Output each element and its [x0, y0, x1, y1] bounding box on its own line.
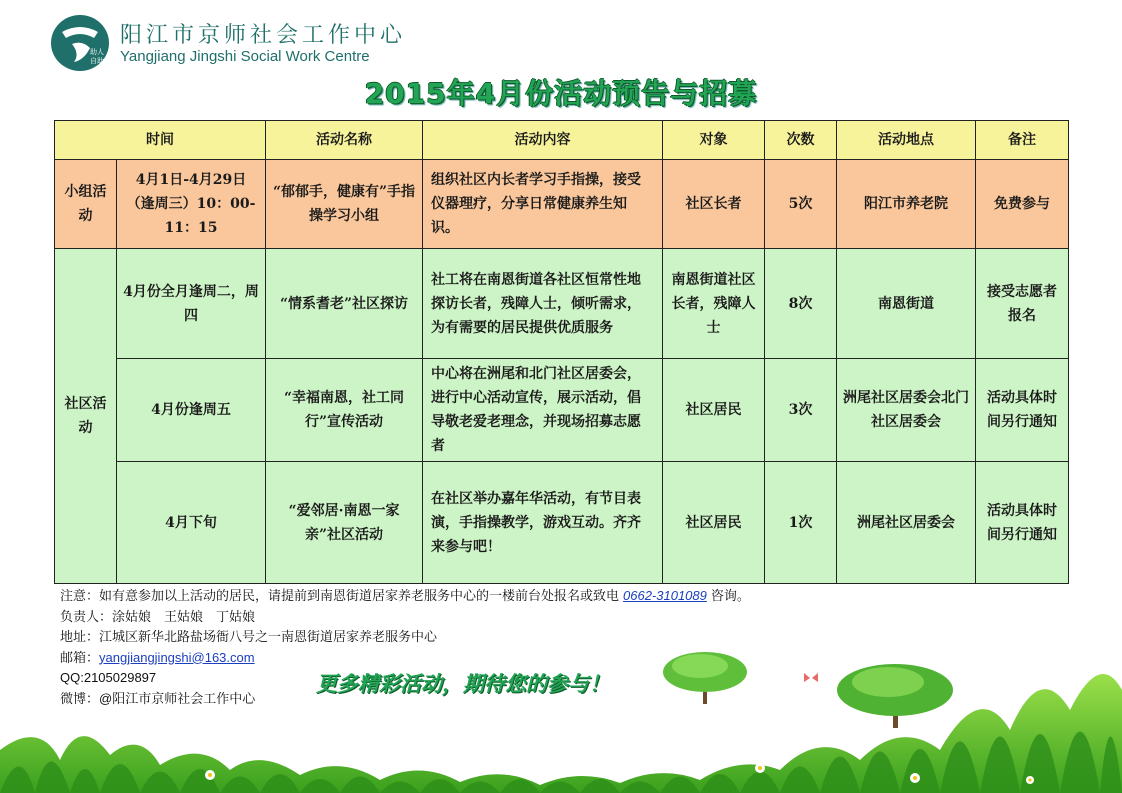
time-cell: 4月下旬: [117, 462, 266, 584]
activity-content-cell: 中心将在洲尾和北门社区居委会，进行中心活动宣传，展示活动，倡导敬老爱老理念，并现场招募志愿者: [423, 359, 663, 462]
count-cell: 3次: [765, 359, 837, 462]
logo-english-name: Yangjiang Jingshi Social Work Centre: [120, 48, 370, 65]
logo-emblem-icon: [50, 14, 110, 72]
header-count: 次数: [765, 121, 837, 160]
notice-suffix: 咨询。: [710, 588, 750, 603]
count-cell: 1次: [765, 462, 837, 584]
place-cell: 阳江市养老院: [837, 160, 976, 249]
table-row: [55, 359, 1069, 462]
table-row: [55, 249, 1069, 359]
notice-line: [60, 586, 750, 607]
activity-name-cell: “爱邻居·南恩一家亲”社区活动: [266, 462, 423, 584]
target-cell: 社区居民: [663, 359, 765, 462]
table-row: [55, 160, 1069, 249]
email-label: 邮箱：: [60, 649, 100, 665]
activity-table: [54, 120, 1069, 584]
person-in-charge: 负责人：涂姑娘 王姑娘 丁姑娘: [60, 608, 256, 624]
place-cell: 南恩街道: [837, 249, 976, 359]
count-cell: 8次: [765, 249, 837, 359]
target-cell: 南恩街道社区长者，残障人士: [663, 249, 765, 359]
target-cell: 社区居民: [663, 462, 765, 584]
activity-content-cell: 在社区举办嘉年华活动，有节目表演，手指操教学，游戏互动。齐齐来参与吧！: [423, 462, 663, 584]
note-cell: 免费参与: [976, 160, 1069, 249]
header-place: 活动地点: [837, 121, 976, 160]
center-logo: [50, 14, 407, 72]
category-cell: 小组活动: [55, 160, 117, 249]
activity-name-cell: “情系耆老”社区探访: [266, 249, 423, 359]
logo-chinese-name: 阳江市京师社会工作中心: [120, 23, 407, 48]
activity-content-cell: 组织社区内长者学习手指操，接受仪器理疗，分享日常健康养生知识。: [423, 160, 663, 249]
table-row: [55, 462, 1069, 584]
category-cell: 社区活动: [55, 249, 117, 584]
activity-content-cell: 社工将在南恩街道各社区恒常性地探访长者，残障人士，倾听需求，为有需要的居民提供优质服务: [423, 249, 663, 359]
time-cell: 4月份全月逢周二，周四: [117, 249, 266, 359]
count-cell: 5次: [765, 160, 837, 249]
header-time: 时间: [55, 121, 266, 160]
svg-text:自助: 自助: [90, 57, 104, 65]
header-target: 对象: [663, 121, 765, 160]
place-cell: 洲尾社区居委会: [837, 462, 976, 584]
notice-text: 注意：如有意参加以上活动的居民，请提前到南恩街道居家养老服务中心的一楼前台处报名或致电: [60, 588, 620, 603]
header-content: 活动内容: [423, 121, 663, 160]
place-cell: 洲尾社区居委会北门社区居委会: [837, 359, 976, 462]
time-cell: 4月份逢周五: [117, 359, 266, 462]
target-cell: 社区长者: [663, 160, 765, 249]
weibo-account: 微博：@阳江市京师社会工作中心: [60, 690, 256, 706]
phone-number: 0662-3101089: [623, 588, 707, 603]
note-cell: 活动具体时间另行通知: [976, 462, 1069, 584]
email-line: [60, 648, 750, 669]
header-note: 备注: [976, 121, 1069, 160]
time-cell: 4月1日-4月29日（逢周三）10：00-11：15: [117, 160, 266, 249]
slogan: 更多精彩活动，期待您的参与！: [316, 672, 610, 696]
svg-text:助人: 助人: [90, 48, 104, 56]
address: 地址：江城区新华北路盐场衙八号之一南恩街道居家养老服务中心: [60, 629, 438, 644]
activity-name-cell: “郁郁手，健康有”手指操学习小组: [266, 160, 423, 249]
note-cell: 活动具体时间另行通知: [976, 359, 1069, 462]
note-cell: 接受志愿者报名: [976, 249, 1069, 359]
tree-icon: [837, 664, 953, 728]
header-name: 活动名称: [266, 121, 423, 160]
email-link[interactable]: yangjiangjingshi@163.com: [99, 649, 255, 665]
qq-number: QQ:2105029897: [60, 670, 157, 685]
table-header-row: [55, 121, 1069, 160]
page-title: 2015年4月份活动预告与招募: [364, 77, 758, 110]
activity-name-cell: “幸福南恩，社工同行”宣传活动: [266, 359, 423, 462]
